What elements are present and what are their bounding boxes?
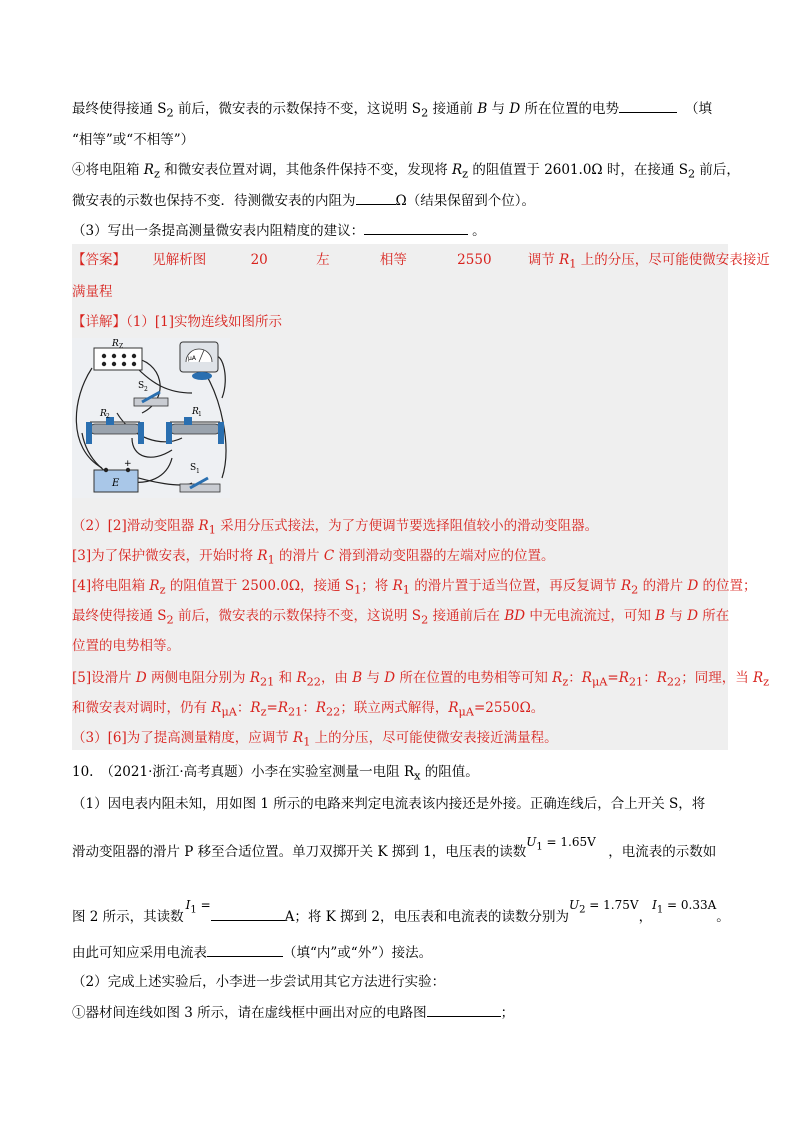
text: 滑到滑动变阻器的左端对应的位置。 bbox=[334, 548, 555, 564]
text: 调节 bbox=[527, 252, 560, 268]
text: （填 bbox=[684, 101, 712, 117]
label-rz: R bbox=[112, 339, 119, 349]
explain-line: 位置的电势相等。 bbox=[72, 638, 180, 654]
text: 由此可知应采用电流表 bbox=[72, 945, 207, 961]
var: D bbox=[135, 670, 147, 686]
text: 。 bbox=[716, 909, 730, 925]
var: R bbox=[249, 670, 261, 686]
text: 的滑片置于适当位置，再反复调节 bbox=[409, 578, 621, 594]
sub: μA bbox=[591, 675, 608, 689]
text: 的阻值置于 2500.0Ω，接通 S bbox=[165, 578, 355, 594]
label-s2-sub: 2 bbox=[144, 386, 148, 393]
text: ；联立两式解得， bbox=[340, 700, 449, 716]
label-rz-sub: Z bbox=[119, 343, 124, 350]
var: R bbox=[448, 700, 459, 716]
question-line: （2）完成上述实验后，小李进一步尝试用其它方法进行实验： bbox=[72, 974, 446, 990]
var: R bbox=[753, 670, 764, 686]
text: 前后， bbox=[695, 162, 740, 178]
text: 与 bbox=[362, 670, 385, 686]
text: ④将电阻箱 bbox=[72, 162, 144, 178]
sub: 1 bbox=[303, 735, 311, 749]
text: ；同理，当 bbox=[681, 670, 753, 686]
explain-line bbox=[72, 546, 555, 571]
para-line bbox=[72, 190, 535, 211]
answer-tag: 【答案】 bbox=[72, 252, 126, 268]
para-line bbox=[72, 220, 486, 241]
detail-line bbox=[72, 312, 282, 332]
text: 最终使得接通 S bbox=[72, 608, 167, 624]
sub: x bbox=[414, 769, 421, 783]
var: R bbox=[198, 518, 209, 534]
explain-line bbox=[72, 698, 544, 723]
text: 图 2 所示，其读数 bbox=[72, 909, 184, 925]
sub: z bbox=[153, 167, 160, 181]
text: （填“内”或“外”）接法。 bbox=[283, 945, 433, 961]
sub: 1 bbox=[656, 904, 664, 916]
label-s1: S bbox=[190, 463, 197, 473]
text: = bbox=[607, 670, 619, 686]
text: 所在 bbox=[698, 608, 730, 624]
var: C bbox=[323, 548, 335, 564]
sub: 2 bbox=[166, 106, 174, 120]
label-r2-sub: 2 bbox=[106, 413, 110, 420]
text: [4]将电阻箱 bbox=[72, 578, 150, 594]
para-line: “相等”或“不相等”） bbox=[72, 132, 195, 148]
var: R bbox=[552, 670, 563, 686]
math-u1 bbox=[526, 832, 608, 857]
sub: z bbox=[260, 705, 267, 719]
label-e: E bbox=[112, 478, 120, 489]
sub: 2 bbox=[421, 613, 429, 627]
explain-line bbox=[72, 728, 558, 753]
text: ； bbox=[500, 1005, 515, 1021]
math-u2 bbox=[569, 895, 639, 920]
text: [3]为了保护微安表，开始时将 bbox=[72, 548, 258, 564]
var: R bbox=[452, 162, 463, 178]
text: Ω（结果保留到个位）。 bbox=[395, 193, 535, 209]
math-i1 bbox=[186, 895, 211, 920]
text: 和 bbox=[274, 670, 297, 686]
sub: z bbox=[159, 583, 166, 597]
text: （1）[1]实物连线如图所示 bbox=[126, 314, 282, 330]
text: ： bbox=[302, 700, 316, 716]
var: R bbox=[618, 670, 629, 686]
answer-line: 满量程 bbox=[72, 284, 113, 300]
text: 接通前后在 bbox=[428, 608, 505, 624]
sub: 22 bbox=[306, 675, 321, 689]
var: R bbox=[392, 578, 403, 594]
answer-blank[interactable] bbox=[211, 906, 285, 921]
text: 采用分压式接法，为了方便调节要选择阻值较小的滑动变阻器。 bbox=[215, 518, 599, 534]
sub: 1 bbox=[402, 583, 410, 597]
text: 前后，微安表的示数保持不变，这说明 S bbox=[173, 101, 422, 117]
sub: 21 bbox=[260, 675, 275, 689]
text: 所在位置的电势相等可知 bbox=[395, 670, 553, 686]
answer-item: 见解析图 bbox=[152, 252, 207, 268]
text: =2550Ω。 bbox=[473, 700, 545, 716]
text: 的阻值。 bbox=[420, 764, 479, 780]
text: ： bbox=[568, 670, 582, 686]
text: 与 bbox=[487, 101, 510, 117]
text: 上的分压，尽可能使微安表接近满量程。 bbox=[310, 730, 558, 746]
detail-tag: 【详解】 bbox=[72, 314, 126, 330]
text: 和微安表位置对调，其他条件保持不变，发现将 bbox=[159, 162, 452, 178]
var: R bbox=[149, 578, 160, 594]
var: R bbox=[581, 670, 592, 686]
text: = bbox=[266, 700, 278, 716]
answer-item bbox=[528, 250, 770, 275]
sub: 1 bbox=[267, 553, 275, 567]
text: = bbox=[196, 898, 211, 912]
text: 最终使得接通 S bbox=[72, 101, 167, 117]
text: 与 bbox=[665, 608, 688, 624]
var: R bbox=[211, 700, 222, 716]
text: 和微安表对调时，仍有 bbox=[72, 700, 212, 716]
var: B bbox=[352, 670, 363, 686]
text: 所在位置的电势 bbox=[520, 101, 619, 117]
var: D bbox=[384, 670, 396, 686]
text: = 1.65V bbox=[542, 835, 596, 849]
text: 前后，微安表的示数保持不变，这说明 S bbox=[173, 608, 422, 624]
question-line bbox=[72, 942, 432, 963]
text: 滑动变阻器的滑片 P 移至合适位置。单刀双掷开关 K 掷到 1，电压表的读数 bbox=[72, 844, 527, 860]
text: [5]设滑片 bbox=[72, 670, 136, 686]
text: A；将 K 掷到 2，电压表和电流表的读数分别为 bbox=[284, 909, 569, 925]
text: 接通前 bbox=[428, 101, 478, 117]
sub: 22 bbox=[326, 705, 341, 719]
explain-line bbox=[72, 668, 769, 693]
text: = 0.33A bbox=[663, 898, 717, 912]
sub: μA bbox=[458, 705, 474, 719]
var: R bbox=[656, 670, 667, 686]
question-line bbox=[72, 762, 479, 787]
para-line bbox=[72, 160, 740, 185]
answer-item: 20 bbox=[250, 252, 268, 268]
text: （3）[6]为了提高测量精度，应调节 bbox=[72, 730, 294, 746]
sub: 1 bbox=[569, 257, 577, 271]
text: 两侧电阻分别为 bbox=[146, 670, 250, 686]
text: 上的分压，尽可能使微安表接近 bbox=[576, 252, 770, 268]
var: B bbox=[477, 101, 488, 117]
sub: 2 bbox=[166, 613, 174, 627]
var: R bbox=[277, 700, 288, 716]
text: 10. （2021·浙江·高考真题）小李在实验室测量一电阻 R bbox=[72, 764, 415, 780]
label-s1-sub: 1 bbox=[196, 468, 200, 475]
text: 微安表的示数也保持不变．待测微安表的内阻为 bbox=[72, 193, 356, 209]
answer-item: 2550 bbox=[457, 252, 492, 268]
var: I bbox=[185, 898, 191, 912]
circuit-figure bbox=[72, 338, 230, 498]
var: R bbox=[250, 700, 261, 716]
var: U bbox=[526, 835, 537, 849]
answer-line bbox=[72, 250, 770, 275]
sub: 2 bbox=[687, 167, 696, 181]
sub: 22 bbox=[666, 675, 682, 689]
answer-blank[interactable] bbox=[427, 1002, 501, 1017]
explain-line bbox=[72, 516, 598, 541]
var: D bbox=[509, 101, 521, 117]
sub: z bbox=[562, 675, 569, 689]
var: D bbox=[687, 578, 699, 594]
circuit-diagram bbox=[72, 338, 230, 498]
question-line bbox=[72, 835, 717, 867]
answer-item: 左 bbox=[316, 252, 330, 268]
answer-item: 相等 bbox=[379, 252, 407, 268]
var: R bbox=[143, 162, 154, 178]
var: B bbox=[655, 608, 666, 624]
sub: 2 bbox=[579, 904, 586, 916]
answer-blank[interactable] bbox=[207, 942, 283, 957]
sub: 1 bbox=[536, 841, 543, 853]
label-r1-sub: 1 bbox=[198, 411, 202, 418]
math-i1b bbox=[652, 895, 716, 920]
explain-line bbox=[72, 576, 757, 601]
text: ①器材间连线如图 3 所示，请在虚线框中画出对应的电路图 bbox=[72, 1005, 427, 1021]
text: 的阻值置于 2601.0Ω 时，在接通 S bbox=[468, 162, 688, 178]
explain-line bbox=[72, 606, 729, 631]
var: U bbox=[568, 898, 580, 912]
text: （2）[2]滑动变阻器 bbox=[72, 518, 199, 534]
var: R bbox=[621, 578, 632, 594]
question-line: （1）因电表内阻未知，用如图 1 所示的电路来判定电流表该内接还是外接。正确连线后，合上开关 S，将 bbox=[72, 796, 706, 812]
text: ， bbox=[638, 909, 653, 925]
para-line bbox=[72, 98, 712, 124]
label-r1: R bbox=[192, 407, 199, 417]
text: 的位置； bbox=[698, 578, 757, 594]
label-microamp: μA bbox=[188, 355, 196, 362]
var: BD bbox=[504, 608, 526, 624]
text: ： bbox=[236, 700, 251, 716]
text: 的滑片 bbox=[274, 548, 324, 564]
sub: 2 bbox=[631, 583, 639, 597]
text: ，由 bbox=[320, 670, 353, 686]
var: R bbox=[315, 700, 326, 716]
var: I bbox=[652, 898, 657, 912]
answer-blank[interactable] bbox=[619, 98, 677, 113]
sub: 1 bbox=[354, 583, 362, 597]
sub: z bbox=[763, 675, 770, 689]
var: R bbox=[296, 670, 307, 686]
sub: μA bbox=[221, 705, 237, 719]
label-r2: R bbox=[100, 409, 107, 419]
var: R bbox=[257, 548, 268, 564]
question-line bbox=[72, 898, 730, 932]
sub: 1 bbox=[190, 904, 197, 916]
var: D bbox=[687, 608, 699, 624]
text: 的滑片 bbox=[638, 578, 688, 594]
answer-blank[interactable] bbox=[356, 190, 396, 205]
text: （3）写出一条提高测量微安表内阻精度的建议： bbox=[72, 223, 365, 239]
var: R bbox=[559, 252, 570, 268]
label-s2: S bbox=[138, 381, 145, 391]
text: 中无电流流过，可知 bbox=[525, 608, 656, 624]
text: ；将 bbox=[361, 578, 393, 594]
label-plus: + bbox=[124, 459, 132, 469]
sub: 2 bbox=[421, 106, 429, 120]
sub: 1 bbox=[208, 523, 216, 537]
var: R bbox=[293, 730, 304, 746]
sub: 21 bbox=[288, 705, 303, 719]
text: 。 bbox=[472, 223, 486, 239]
answer-blank[interactable] bbox=[364, 220, 468, 235]
text: ，电流表的示数如 bbox=[608, 844, 717, 860]
sub: 21 bbox=[628, 675, 644, 689]
sub: z bbox=[462, 167, 469, 181]
text: = 1.75V bbox=[585, 898, 639, 912]
question-line bbox=[72, 1002, 514, 1023]
text: ： bbox=[643, 670, 657, 686]
